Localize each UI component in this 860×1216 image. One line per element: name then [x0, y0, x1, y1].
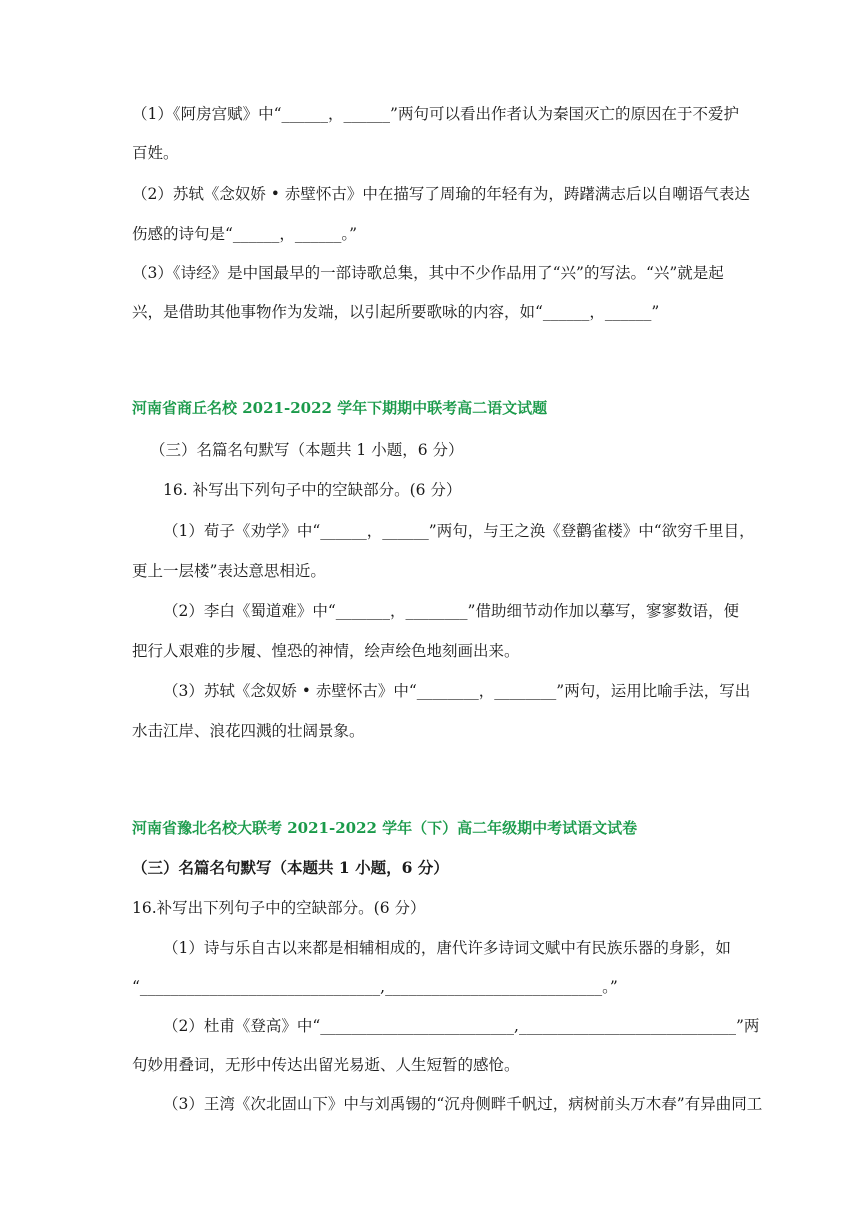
sec3-item-3a: （3）王湾《次北固山下》中与刘禹锡的“沉舟侧畔千帆过，病树前头万木春”有异曲同工 — [163, 1095, 763, 1113]
sec1-item-1a: （1）《阿房宫赋》中“______，______”两句可以看出作者认为秦国灭亡的原因在于不爱护 — [132, 105, 739, 123]
sec3-heading: 河南省豫北名校大联考 2021-2022 学年（下）高二年级期中考试语文试卷 — [132, 819, 638, 837]
sec1-item-2a: （2）苏轼《念奴娇 • 赤壁怀古》中在描写了周瑜的年轻有为，踌躇满志后以自嘲语气表达 — [132, 185, 750, 203]
sec1-item-2b: 伤感的诗句是“______，______。” — [132, 225, 358, 243]
sec2-item-1a: （1）荀子《劝学》中“______，______”两句，与王之涣《登鹳雀楼》中“欲穷千里目， — [163, 522, 755, 540]
sec3-item-1a: （1）诗与乐自古以来都是相辅相成的，唐代许多诗词文赋中有民族乐器的身影，如 — [163, 939, 731, 957]
sec3-subtitle: （三）名篇名句默写（本题共 1 小题，6 分） — [132, 858, 449, 877]
sec3-item-2a: （2）杜甫《登高》中“_________________________,____________________________”两 — [163, 1017, 760, 1035]
sec1-item-3b: 兴，是借助其他事物作为发端，以引起所要歌咏的内容，如“______，______” — [132, 303, 660, 321]
sec2-item-3b: 水击江岸、浪花四溅的壮阔景象。 — [132, 722, 365, 740]
sec1-item-1b: 百姓。 — [132, 144, 179, 162]
sec3-item-2b: 句妙用叠词，无形中传达出留光易逝、人生短暂的感怆。 — [132, 1056, 520, 1074]
sec2-question: 16. 补写出下列句子中的空缺部分。(6 分） — [163, 481, 462, 499]
sec1-item-3a: （3）《诗经》是中国最早的一部诗歌总集，其中不少作品用了“兴”的写法。“兴”就是起 — [132, 264, 724, 282]
sec2-subtitle: （三）名篇名句默写（本题共 1 小题，6 分） — [150, 441, 464, 459]
sec3-question: 16.补写出下列句子中的空缺部分。(6 分） — [132, 899, 426, 917]
sec2-heading: 河南省商丘名校 2021-2022 学年下期期中联考高二语文试题 — [132, 399, 548, 417]
sec2-item-2a: （2）李白《蜀道难》中“_______，________”借助细节动作加以摹写，寥寥数语，便 — [163, 602, 739, 620]
sec2-item-2b: 把行人艰难的步履、惶恐的神情，绘声绘色地刻画出来。 — [132, 642, 520, 660]
sec2-item-3a: （3）苏轼《念奴娇 • 赤壁怀古》中“________，________”两句，运用比喻手法，写出 — [163, 682, 751, 700]
sec2-item-1b: 更上一层楼”表达意思相近。 — [132, 562, 326, 580]
sec3-item-1b: “_______________________________,____________________________。” — [132, 978, 618, 996]
